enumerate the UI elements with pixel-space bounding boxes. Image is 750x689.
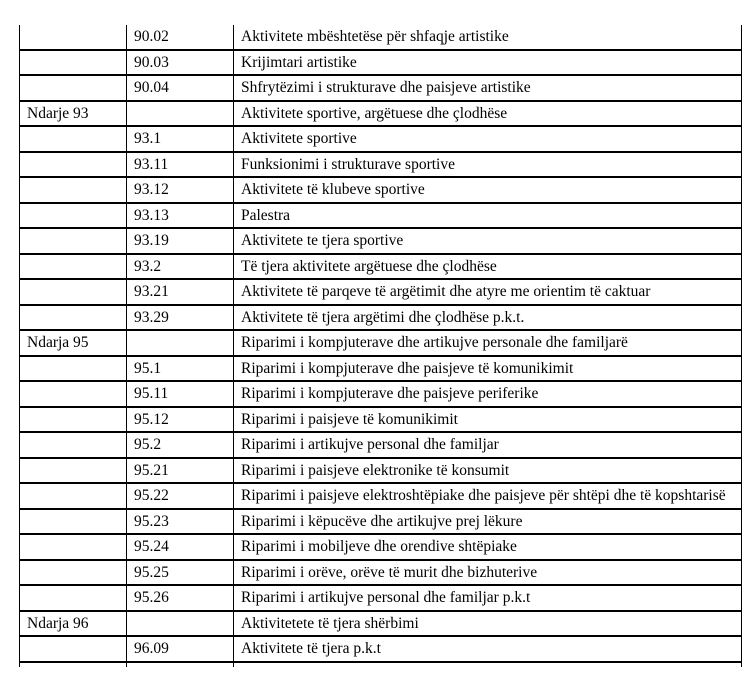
classification-table	[19, 25, 742, 667]
table-row	[20, 407, 742, 433]
section-cell	[20, 25, 127, 50]
section-cell	[20, 305, 127, 331]
description-cell: Riparimi i kompjuterave dhe paisjeve periferike	[234, 381, 742, 407]
table-row	[20, 50, 742, 76]
table-row	[20, 458, 742, 484]
code-cell: 93.21	[127, 279, 234, 305]
classification-table-body	[20, 25, 742, 667]
description-cell: Funksionimi i strukturave sportive	[234, 152, 742, 178]
section-cell	[20, 509, 127, 535]
description-cell: Riparimi i mobiljeve dhe orendive shtëpiake	[234, 534, 742, 560]
section-cell	[20, 279, 127, 305]
code-cell: 95.12	[127, 407, 234, 433]
section-cell	[20, 228, 127, 254]
code-cell	[127, 611, 234, 637]
section-cell	[20, 585, 127, 611]
section-cell	[20, 381, 127, 407]
description-cell: Aktivitete të parqeve të argëtimit dhe atyre me orientim të caktuar	[234, 279, 742, 305]
description-cell: Riparimi i artikujve personal dhe familjar p.k.t	[234, 585, 742, 611]
section-cell: Ndarje 93	[20, 101, 127, 127]
description-cell: Aktivitete të tjera p.k.t	[234, 636, 742, 662]
code-cell: 95.2	[127, 432, 234, 458]
section-cell	[20, 126, 127, 152]
description-cell: Riparimi i orëve, orëve të murit dhe bizhuterive	[234, 560, 742, 586]
table-row	[20, 203, 742, 229]
table-row-section	[20, 101, 742, 127]
code-cell: 90.02	[127, 25, 234, 50]
code-cell: 95.23	[127, 509, 234, 535]
section-cell	[20, 662, 127, 667]
description-cell: Riparimi i paisjeve të komunikimit	[234, 407, 742, 433]
table-row	[20, 177, 742, 203]
code-cell: 95.11	[127, 381, 234, 407]
section-cell	[20, 50, 127, 76]
code-cell: 90.03	[127, 50, 234, 76]
code-cell	[127, 101, 234, 127]
description-cell: Riparimi i artikujve personal dhe familjar	[234, 432, 742, 458]
description-cell: Riparimi i paisjeve elektronike të konsumit	[234, 458, 742, 484]
table-row	[20, 228, 742, 254]
code-cell: 93.13	[127, 203, 234, 229]
table-row	[20, 75, 742, 101]
table-row-section	[20, 330, 742, 356]
description-cell: Aktivitete sportive, argëtuese dhe çlodhëse	[234, 101, 742, 127]
section-cell	[20, 560, 127, 586]
table-row	[20, 483, 742, 509]
table-row	[20, 254, 742, 280]
table-row	[20, 534, 742, 560]
section-cell	[20, 534, 127, 560]
code-cell: 95.1	[127, 356, 234, 382]
section-cell: Ndarja 95	[20, 330, 127, 356]
section-cell: Ndarja 96	[20, 611, 127, 637]
description-cell: Të tjera aktivitete argëtuese dhe çlodhëse	[234, 254, 742, 280]
table-row	[20, 432, 742, 458]
section-cell	[20, 483, 127, 509]
table-row	[20, 585, 742, 611]
table-row	[20, 152, 742, 178]
description-cell: Riparimi i kompjuterave dhe paisjeve të komunikimit	[234, 356, 742, 382]
table-row	[20, 560, 742, 586]
table-row	[20, 25, 742, 50]
section-cell	[20, 177, 127, 203]
code-cell	[127, 662, 234, 667]
section-cell	[20, 432, 127, 458]
description-cell: Riparimi i kompjuterave dhe artikujve personale dhe familjarë	[234, 330, 742, 356]
code-cell: 93.2	[127, 254, 234, 280]
table-row	[20, 305, 742, 331]
description-cell: Aktivitetete të tjera shërbimi	[234, 611, 742, 637]
code-cell: 93.12	[127, 177, 234, 203]
table-row	[20, 126, 742, 152]
section-cell	[20, 75, 127, 101]
section-cell	[20, 458, 127, 484]
description-cell: Palestra	[234, 203, 742, 229]
description-cell: Shfrytëzimi i strukturave dhe paisjeve artistike	[234, 75, 742, 101]
clipped-row	[20, 662, 742, 667]
code-cell: 93.19	[127, 228, 234, 254]
description-cell: Aktivitete sportive	[234, 126, 742, 152]
code-cell: 93.1	[127, 126, 234, 152]
section-cell	[20, 407, 127, 433]
description-cell: Aktivitete mbështetëse për shfaqje artistike	[234, 25, 742, 50]
description-cell: Riparimi i paisjeve elektroshtëpiake dhe paisjeve për shtëpi dhe të kopshtarisë	[234, 483, 742, 509]
table-row	[20, 356, 742, 382]
description-cell: Aktivitete të klubeve sportive	[234, 177, 742, 203]
description-cell: Riparimi i këpucëve dhe artikujve prej lëkure	[234, 509, 742, 535]
code-cell: 95.25	[127, 560, 234, 586]
code-cell	[127, 330, 234, 356]
table-row	[20, 636, 742, 662]
code-cell: 96.09	[127, 636, 234, 662]
table-row	[20, 381, 742, 407]
description-cell	[234, 662, 742, 667]
code-cell: 93.11	[127, 152, 234, 178]
code-cell: 95.26	[127, 585, 234, 611]
description-cell: Krijimtari artistike	[234, 50, 742, 76]
section-cell	[20, 152, 127, 178]
table-row	[20, 279, 742, 305]
table-row	[20, 509, 742, 535]
code-cell: 95.22	[127, 483, 234, 509]
description-cell: Aktivitete te tjera sportive	[234, 228, 742, 254]
section-cell	[20, 636, 127, 662]
table-row-section	[20, 611, 742, 637]
section-cell	[20, 203, 127, 229]
code-cell: 95.24	[127, 534, 234, 560]
section-cell	[20, 356, 127, 382]
code-cell: 95.21	[127, 458, 234, 484]
code-cell: 93.29	[127, 305, 234, 331]
description-cell: Aktivitete të tjera argëtimi dhe çlodhëse p.k.t.	[234, 305, 742, 331]
code-cell: 90.04	[127, 75, 234, 101]
section-cell	[20, 254, 127, 280]
